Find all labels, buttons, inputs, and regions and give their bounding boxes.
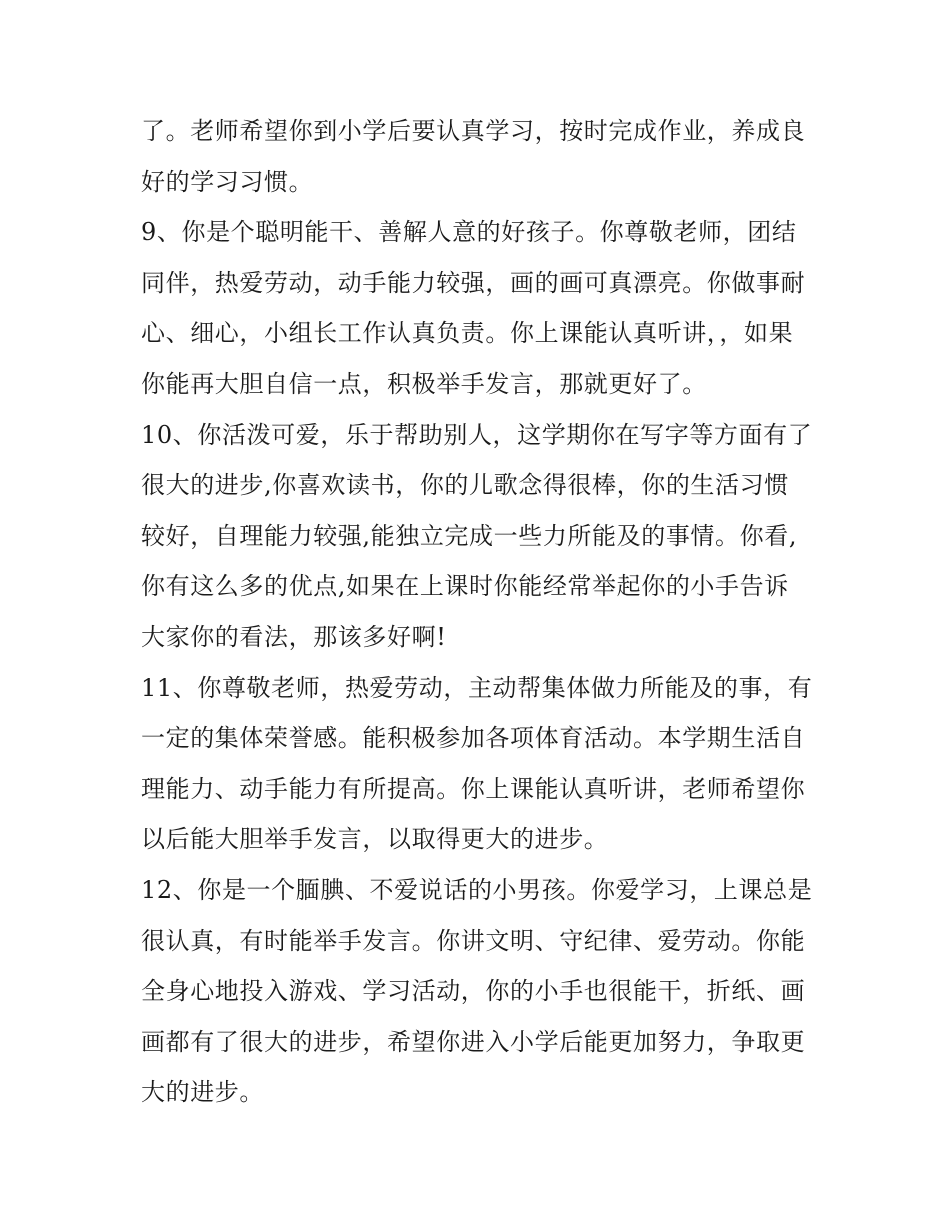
text-line: 同伴，热爱劳动，动手能力较强，画的画可真漂亮。你做事耐 xyxy=(141,268,806,297)
text-line: 9、你是个聪明能干、善解人意的好孩子。你尊敬老师，团结 xyxy=(141,218,797,247)
text-line: 了。老师希望你到小学后要认真学习，按时完成作业，养成良 xyxy=(141,117,806,145)
text-line: 11、你尊敬老师，热爱劳动，主动帮集体做力所能及的事，有 xyxy=(141,673,813,702)
text-line: 较好，自理能力较强,能独立完成一些力所能及的事情。你看, xyxy=(141,521,798,550)
text-line: 你能再大胆自信一点，积极举手发言，那就更好了。 xyxy=(141,369,707,398)
text-line: 全身心地投入游戏、学习活动，你的小手也很能干，折纸、画 xyxy=(141,977,806,1006)
text-line: 心、细心，小组长工作认真负责。你上课能认真听讲，，如果 xyxy=(141,319,794,348)
text-line: 理能力、动手能力有所提高。你上课能认真听讲，老师希望你 xyxy=(141,774,806,803)
text-line: 一定的集体荣誉感。能积极参加各项体育活动。本学期生活自 xyxy=(141,724,806,753)
body-text xyxy=(141,106,821,1118)
text-line: 画都有了很大的进步，希望你进入小学后能更加努力，争取更 xyxy=(141,1027,806,1056)
text-line: 很大的进步,你喜欢读书，你的儿歌念得很棒，你的生活习惯 xyxy=(141,471,789,500)
text-line: 大家你的看法，那该多好啊! xyxy=(141,622,447,651)
text-line: 10、你活泼可爱，乐于帮助别人，这学期你在写字等方面有了 xyxy=(141,420,813,449)
text-line: 好的学习习惯。 xyxy=(141,167,314,196)
text-line: 大的进步。 xyxy=(141,1078,264,1107)
text-line: 12、你是一个腼腆、不爱说话的小男孩。你爱学习，上课总是 xyxy=(141,875,813,904)
text-line: 很认真，有时能举手发言。你讲文明、守纪律、爱劳动。你能 xyxy=(141,926,806,955)
text-line: 你有这么多的优点,如果在上课时你能经常举起你的小手告诉 xyxy=(141,572,789,601)
text-line: 以后能大胆举手发言，以取得更大的进步。 xyxy=(141,825,609,854)
